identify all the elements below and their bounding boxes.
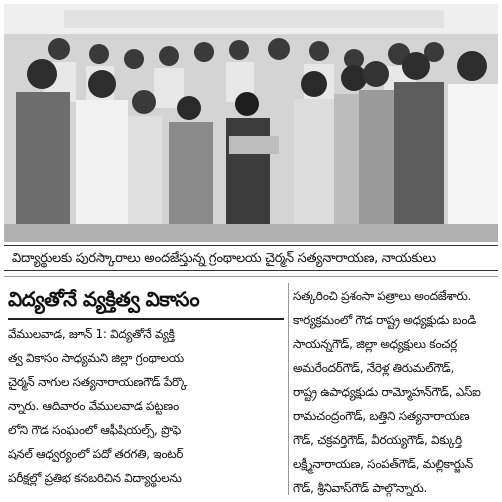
article-line: త్వ వికాసం సాధ్యమని జిల్లా గ్రంథాలయ (8, 351, 184, 365)
article-column-right (293, 284, 498, 500)
article-line: సాయన్నగౌడ్, జిల్లా అధ్యక్షులు కంచర్ల (293, 337, 457, 351)
article-line: సత్కరించి ప్రశంసా పత్రాలు అందజేశారు. (293, 289, 472, 303)
article-line: లోని గౌడ సంఘంలో ఆఫీషియల్స్, ప్రొఫె (8, 423, 181, 437)
article-line: రాష్ట్ర ఉపాధ్యక్షుడు రామ్మోహన్‌గౌడ్, ఎస్ఐ (293, 385, 481, 399)
column-divider (288, 283, 289, 495)
article-line: లక్ష్మీనారాయణ, సంపత్‌గౌడ్, మల్లికార్జున్ (293, 457, 473, 471)
news-photo (4, 4, 498, 242)
article-line: వేములవాడ, జూన్ 1: విద్యతోనే వ్యక్తి (8, 327, 175, 341)
article-line: చైర్మన్ నాగుల సత్యనారాయణగౌడ్ పేర్కొ (8, 375, 188, 389)
group-photo-illustration (4, 4, 498, 242)
article-line: పరీక్షల్లో ప్రతిభ కనబరిచిన విద్యార్థులను (8, 471, 182, 485)
article-line: న్నారు. ఆదివారం వేములవాడ పట్టణం (8, 399, 179, 413)
photo-caption: విద్యార్థులకు పురస్కారాలు అందజేస్తున్న గ్రంథాలయ చైర్మన్ సత్యనారాయణ, నాయకులు (4, 245, 498, 271)
article-line: షనల్ ఆధ్వర్యంలో పదో తరగతి, ఇంటర్ (8, 447, 184, 461)
article-line: గౌడ్, శ్రీనివాస్‌గౌడ్ పాల్గొన్నారు. (293, 481, 428, 495)
article-column-left (8, 322, 284, 490)
article-line: గౌడ్, చక్రవర్తిగౌడ్, వీరయ్యగౌడ్, విక్కుర్తి (293, 433, 462, 447)
article-line: కార్యక్రమంలో గౌడ రాష్ట్ర అధ్యక్షుడు బండి (293, 313, 476, 327)
headline-underline (8, 318, 284, 320)
section-divider (4, 276, 498, 277)
article-line: అమరేందర్‌గౌడ్, నేరెళ్ల తిరుమల్‌గౌడ్, (293, 361, 455, 375)
article-headline: విద్యతోనే వ్యక్తిత్వ వికాసం (8, 287, 199, 311)
article-line: రామచంద్రంగౌడ్, బత్తిని సత్యనారాయణ (293, 409, 470, 423)
